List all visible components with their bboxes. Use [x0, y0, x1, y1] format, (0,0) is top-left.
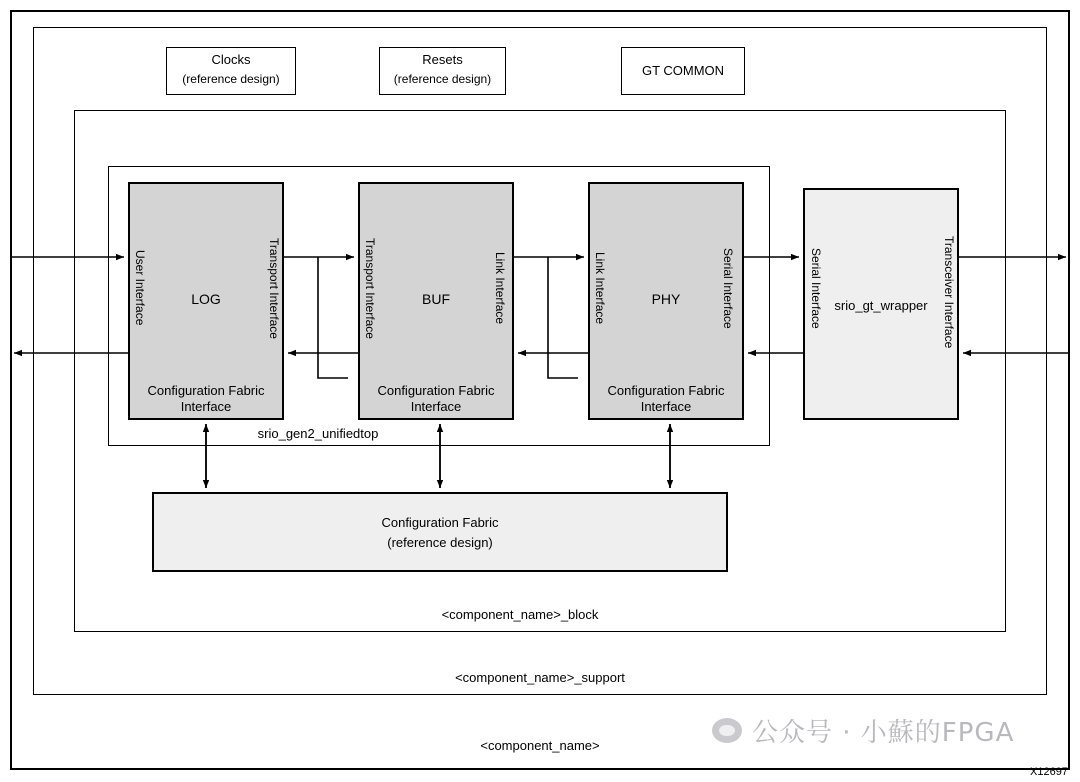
watermark-text: 公众号 · 小蘇的FPGA — [752, 718, 1015, 748]
srio-gt-wrapper-title: srio_gt_wrapper — [834, 297, 928, 313]
core-buf-left-port: Transport Interface — [363, 238, 377, 339]
core-phy-right-port: Serial Interface — [721, 248, 735, 329]
core-buf-footer-line1: Configuration Fabric — [377, 382, 495, 398]
core-log-title: LOG — [191, 291, 221, 308]
core-log-right-port: Transport Interface — [267, 238, 281, 339]
top-box-clocks-title: Clocks — [211, 51, 251, 67]
core-phy-footer-line2: Interface — [640, 398, 692, 414]
srio-gt-wrapper-right-port: Transceiver Interface — [942, 236, 956, 349]
component-name-block-label: <component_name>_block — [441, 607, 599, 622]
figure-id-label: X12697 — [1030, 766, 1068, 778]
component-name-label: <component_name> — [480, 738, 600, 753]
srio-gen2-unifiedtop-label: srio_gen2_unifiedtop — [218, 426, 418, 442]
component-name-support-label: <component_name>_support — [455, 670, 625, 685]
top-box-resets-title: Resets — [422, 51, 463, 67]
core-phy-title: PHY — [651, 291, 681, 308]
core-buf-right-port: Link Interface — [493, 252, 507, 325]
configuration-fabric-line2: (reference design) — [387, 534, 493, 550]
srio-gt-wrapper-left-port: Serial Interface — [809, 248, 823, 329]
core-log-footer-line2: Interface — [180, 398, 232, 414]
core-phy-footer-line1: Configuration Fabric — [607, 382, 725, 398]
configuration-fabric-box — [152, 492, 728, 572]
core-phy-left-port: Link Interface — [593, 252, 607, 325]
top-box-resets-subtitle: (reference design) — [393, 71, 492, 86]
watermark-logo-icon — [712, 718, 742, 743]
core-log-footer-line1: Configuration Fabric — [147, 382, 265, 398]
top-box-gt-common-title: GT COMMON — [641, 62, 725, 78]
core-buf-title: BUF — [422, 291, 450, 308]
configuration-fabric-line1: Configuration Fabric — [381, 514, 499, 530]
core-buf-footer-line2: Interface — [410, 398, 462, 414]
top-box-clocks-subtitle: (reference design) — [182, 71, 280, 86]
core-log-left-port: User Interface — [133, 250, 147, 326]
